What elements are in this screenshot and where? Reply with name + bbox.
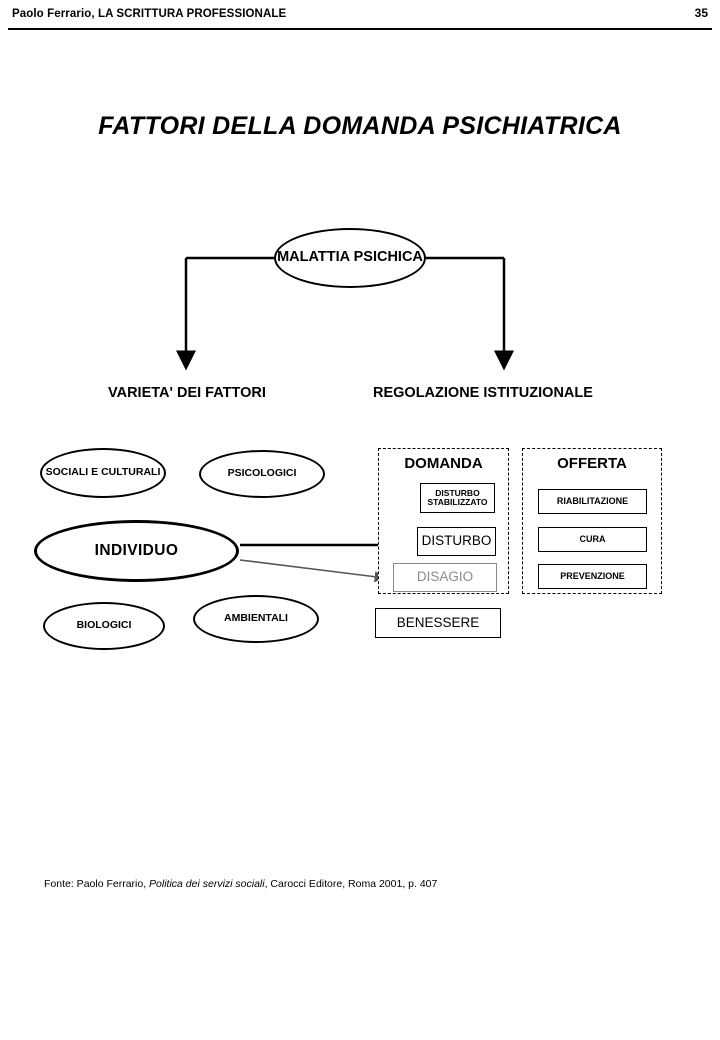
box-disturbo-label: DISTURBO [421, 533, 492, 549]
page-number: 35 [694, 6, 708, 20]
document-title: Paolo Ferrario, LA SCRITTURA PROFESSIONALE [12, 8, 287, 20]
source-prefix: Fonte: Paolo Ferrario, [44, 878, 150, 890]
box-prevenzione [538, 564, 647, 589]
box-prevenzione-label: PREVENZIONE [560, 570, 625, 581]
node-ambientali [193, 595, 319, 643]
branch-label-varieta: VARIETA' DEI FATTORI [108, 385, 266, 401]
node-biologici [43, 602, 165, 650]
box-cura-label: CURA [579, 533, 606, 544]
branch-label-regolazione: REGOLAZIONE ISTITUZIONALE [373, 385, 593, 401]
source-note [44, 878, 437, 890]
panel-domanda-title: DOMANDA [404, 455, 483, 472]
node-sociali-culturali-label: SOCIALI E CULTURALI [45, 466, 161, 479]
node-psicologici-label: PSICOLOGICI [227, 467, 297, 480]
box-riabilitazione [538, 489, 647, 514]
panel-offerta-title: OFFERTA [557, 455, 627, 472]
node-ambientali-label: AMBIENTALI [224, 612, 288, 625]
box-disturbo-stabilizzato [420, 483, 495, 513]
node-individuo [34, 520, 239, 582]
node-psicologici [199, 450, 325, 498]
box-benessere [375, 608, 501, 638]
box-cura [538, 527, 647, 552]
box-disagio [393, 563, 497, 592]
box-disturbo [417, 527, 496, 556]
node-individuo-label: INDIVIDUO [94, 541, 179, 559]
node-biologici-label: BIOLOGICI [76, 619, 132, 632]
source-suffix: , Carocci Editore, Roma 2001, p. 407 [264, 878, 438, 890]
node-malattia-psichica [274, 228, 426, 288]
box-benessere-label: BENESSERE [396, 614, 480, 630]
box-disturbo-stabilizzato-label: DISTURBO STABILIZZATO [427, 488, 488, 507]
node-malattia-psichica-label: MALATTIA PSICHICA [277, 249, 423, 266]
source-title-italic: Politica dei servizi sociali [149, 878, 265, 890]
box-riabilitazione-label: RIABILITAZIONE [556, 495, 629, 506]
box-disagio-label: DISAGIO [416, 569, 474, 585]
node-sociali-culturali [40, 448, 166, 498]
figure-title: FATTORI DELLA DOMANDA PSICHIATRICA [98, 112, 622, 140]
